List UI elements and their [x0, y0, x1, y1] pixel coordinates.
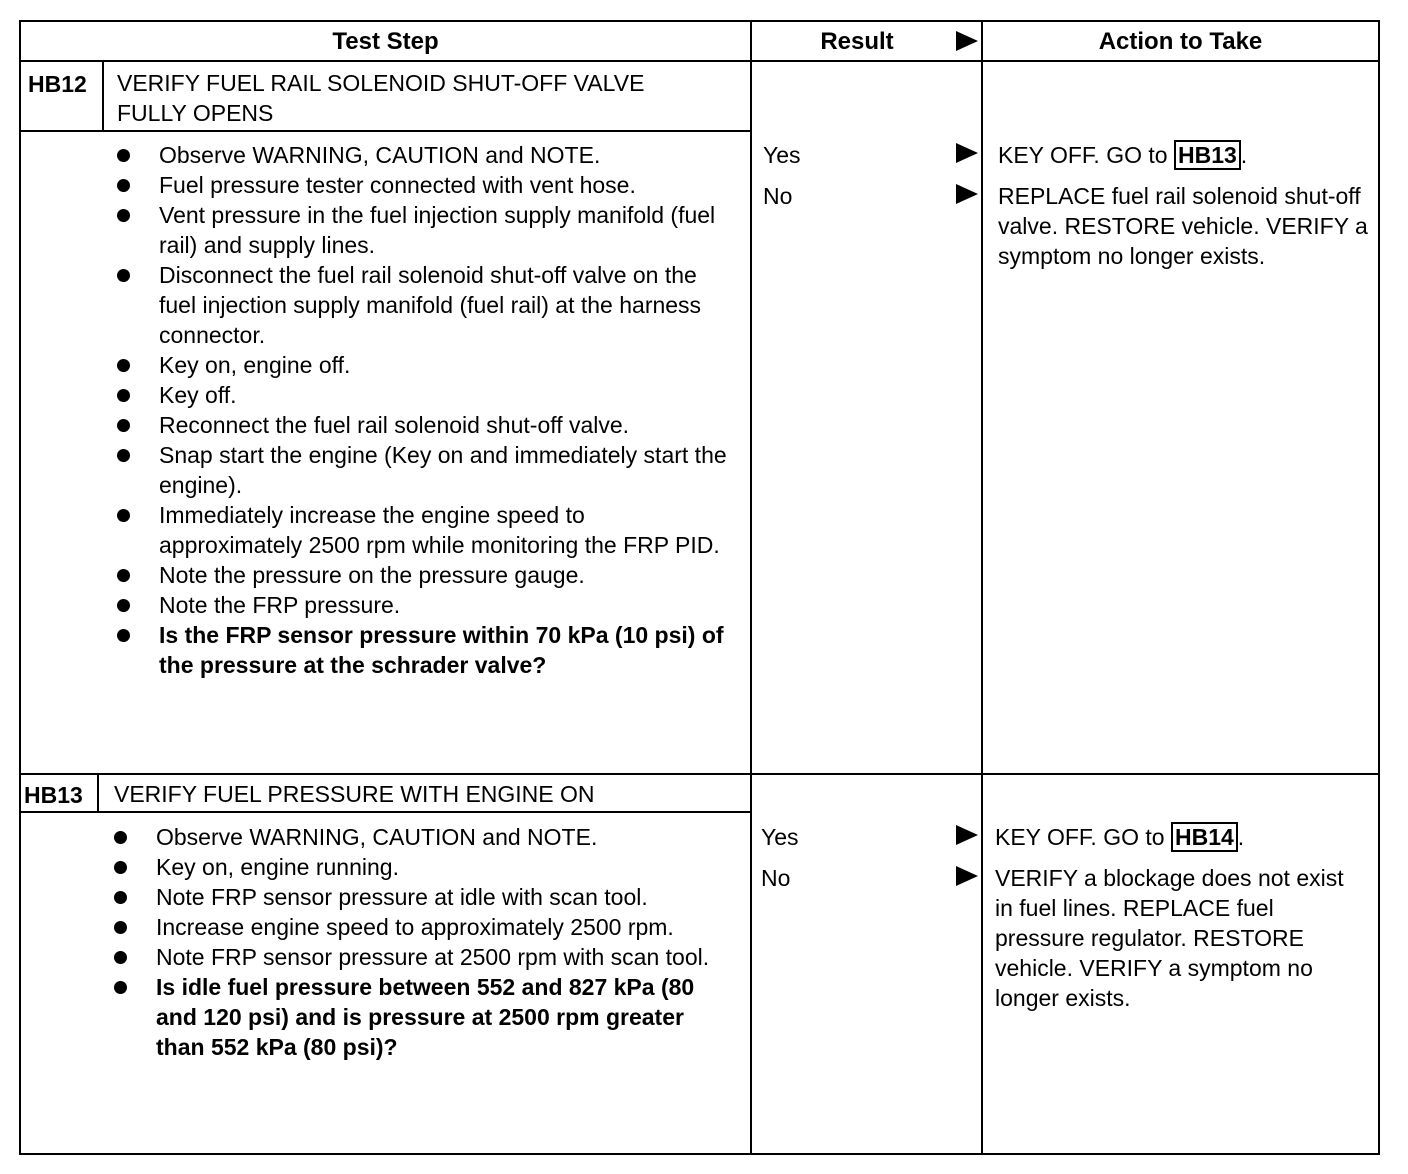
bullet-icon [117, 449, 130, 462]
bullet-icon [117, 599, 130, 612]
list-item: Immediately increase the engine speed to approximately 2500 rpm while monitoring the FRP PID. [117, 500, 727, 560]
bullet-icon [114, 981, 127, 994]
action-no-hb13: VERIFY a blockage does not exist in fuel lines. REPLACE fuel pressure regulator. RESTORE vehicle. VERIFY a symptom no longer exists. [995, 865, 1344, 1011]
list-item: Note the pressure on the pressure gauge. [117, 560, 727, 590]
step-bullets-hb12 [117, 140, 727, 680]
col-divider-result [750, 22, 752, 1153]
header-result: Result [820, 28, 894, 55]
bullet-icon [114, 891, 127, 904]
bullet-icon [117, 419, 130, 432]
hb12-id-divider [102, 60, 104, 132]
list-item: Key on, engine running. [114, 852, 724, 882]
step-separator [21, 773, 1378, 775]
hb12-title-divider [21, 130, 752, 132]
result-no-hb13: No [761, 865, 791, 891]
action-no-hb12: REPLACE fuel rail solenoid shut-off valve. RESTORE vehicle. VERIFY a symptom no longer exists. [998, 183, 1368, 269]
bullet-icon [117, 629, 130, 642]
bullet-icon [114, 831, 127, 844]
header-action: Action to Take [1098, 28, 1263, 55]
step-bullets-hb13 [114, 822, 724, 1062]
header-arrow-icon [956, 31, 978, 51]
bullet-icon [114, 951, 127, 964]
list-item: Key off. [117, 380, 727, 410]
bullet-icon [117, 389, 130, 402]
list-item: Fuel pressure tester connected with vent hose. [117, 170, 727, 200]
arrow-yes-hb13-icon [956, 825, 978, 845]
bullet-icon [117, 149, 130, 162]
bullet-icon [117, 179, 130, 192]
bullet-icon [117, 209, 130, 222]
step-id-hb12: HB12 [28, 71, 87, 97]
result-no-hb12: No [763, 183, 793, 209]
bullet-icon [117, 509, 130, 522]
step-ref-hb14[interactable]: HB14 [1171, 822, 1238, 852]
bullet-icon [114, 861, 127, 874]
question-item: Is idle fuel pressure between 552 and 827 kPa (80 and 120 psi) and is pressure at 2500 rpm greater than 552 kPa (80 psi)? [114, 972, 724, 1062]
list-item: Key on, engine off. [117, 350, 727, 380]
result-yes-hb13: Yes [761, 824, 799, 850]
list-item: Vent pressure in the fuel injection supply manifold (fuel rail) and supply lines. [117, 200, 727, 260]
list-item: Note FRP sensor pressure at 2500 rpm with scan tool. [114, 942, 724, 972]
list-item: Observe WARNING, CAUTION and NOTE. [117, 140, 727, 170]
list-item: Increase engine speed to approximately 2500 rpm. [114, 912, 724, 942]
list-item: Note FRP sensor pressure at idle with scan tool. [114, 882, 724, 912]
action-yes-hb12: KEY OFF. GO to HB13 . [998, 142, 1248, 168]
list-item: Note the FRP pressure. [117, 590, 727, 620]
hb13-id-divider [97, 773, 99, 813]
arrow-no-hb13-icon [956, 866, 978, 886]
step-title-hb12: VERIFY FUEL RAIL SOLENOID SHUT-OFF VALVE FULLY OPENS [117, 70, 645, 126]
step-id-hb13: HB13 [24, 782, 83, 808]
bullet-icon [117, 359, 130, 372]
hb13-title-divider [21, 811, 752, 813]
list-item: Snap start the engine (Key on and immediately start the engine). [117, 440, 727, 500]
question-item: Is the FRP sensor pressure within 70 kPa (10 psi) of the pressure at the schrader valve? [117, 620, 727, 680]
list-item: Reconnect the fuel rail solenoid shut-off valve. [117, 410, 727, 440]
diagnostic-table [19, 20, 1380, 1155]
header-test-step: Test Step [332, 28, 439, 55]
col-divider-action [981, 22, 983, 1153]
list-item: Observe WARNING, CAUTION and NOTE. [114, 822, 724, 852]
step-title-hb13: VERIFY FUEL PRESSURE WITH ENGINE ON [114, 781, 595, 807]
bullet-icon [117, 569, 130, 582]
action-yes-hb13: KEY OFF. GO to HB14 . [995, 824, 1245, 850]
arrow-no-hb12-icon [956, 184, 978, 204]
result-yes-hb12: Yes [763, 142, 801, 168]
list-item: Disconnect the fuel rail solenoid shut-off valve on the fuel injection supply manifold (fuel rail) at the harness connector. [117, 260, 727, 350]
step-ref-hb13[interactable]: HB13 [1174, 140, 1241, 170]
bullet-icon [114, 921, 127, 934]
bullet-icon [117, 269, 130, 282]
arrow-yes-hb12-icon [956, 143, 978, 163]
